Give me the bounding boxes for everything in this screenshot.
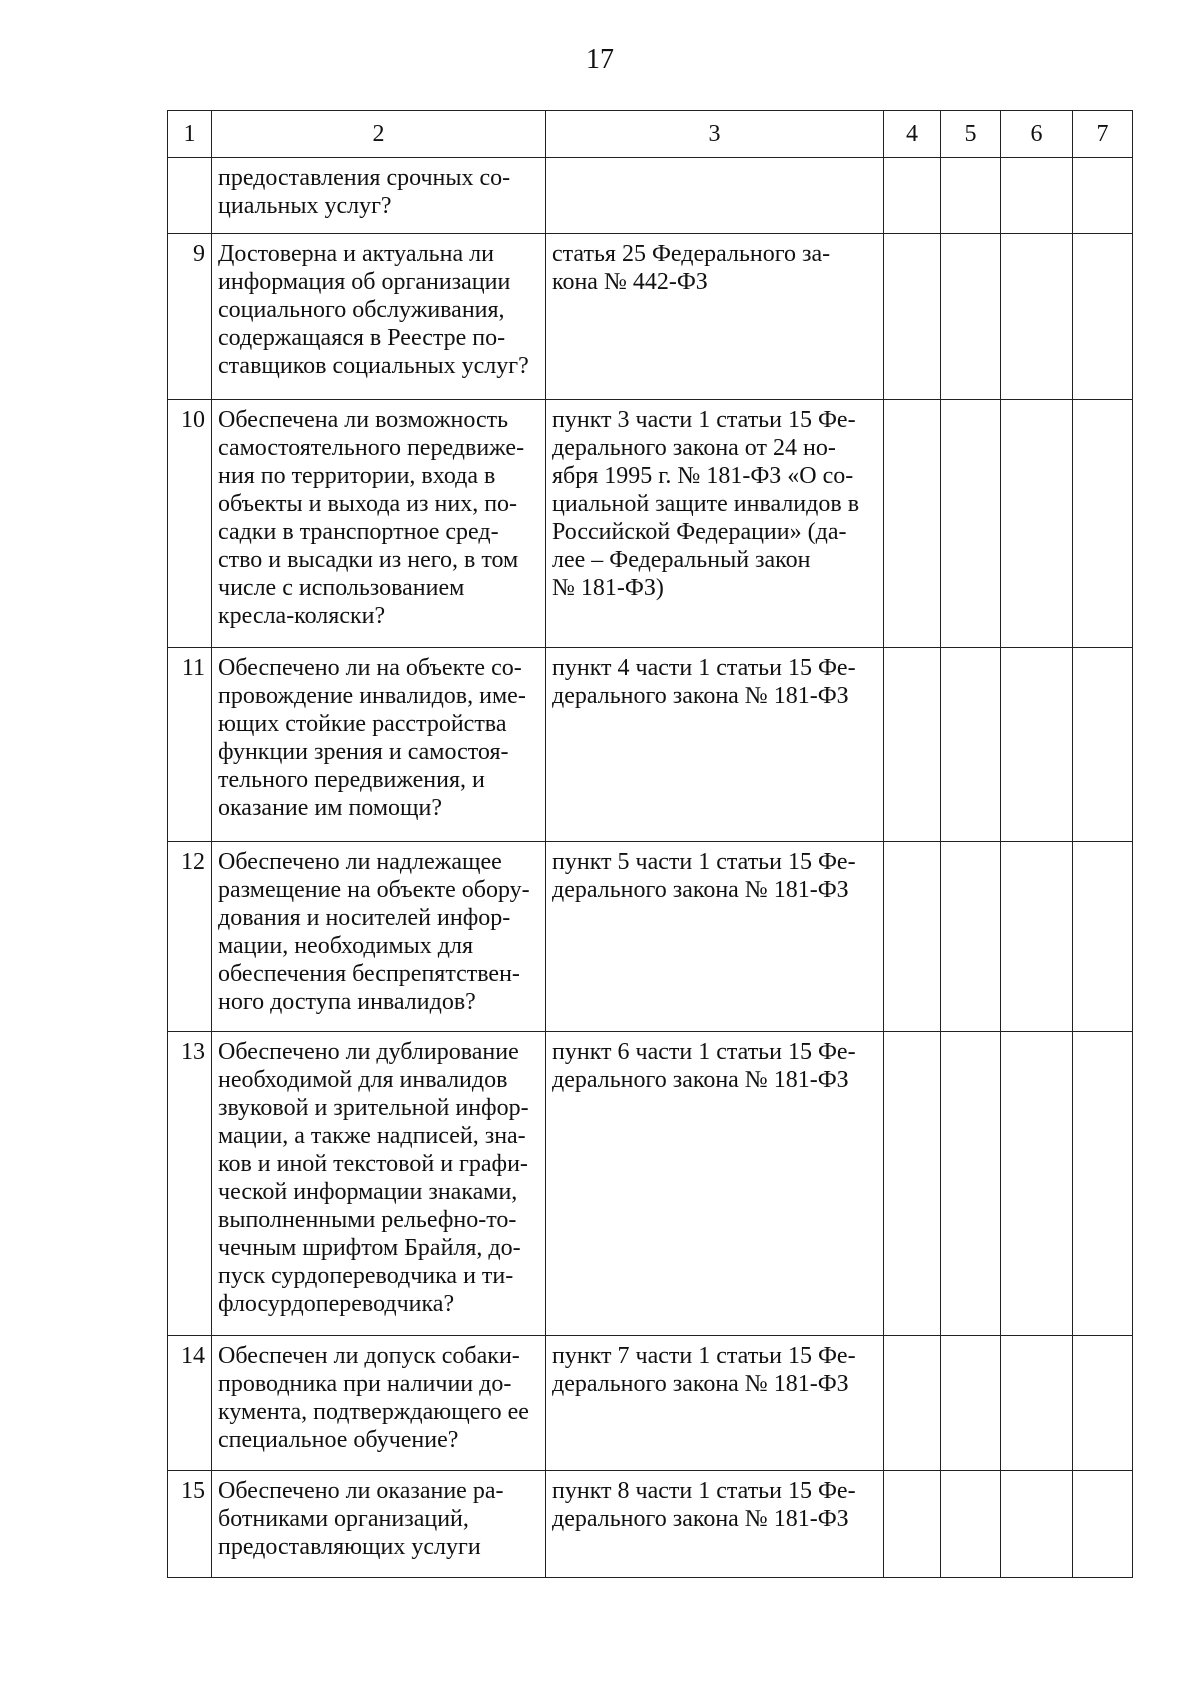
answer-cell-5	[941, 400, 1001, 648]
reference-cell: пункт 6 части 1 статьи 15 Фе- дерального закона № 181-ФЗ	[546, 1032, 884, 1336]
answer-cell-7	[1073, 158, 1133, 234]
answer-cell-6	[1001, 400, 1073, 648]
header-row	[168, 111, 1133, 158]
reference-cell: пункт 3 части 1 статьи 15 Фе- дерального закона от 24 но- ября 1995 г. № 181-ФЗ «О со- циальной защите инвалидов в Российской Федерации» (да- лее – Федеральный закон № 181-ФЗ)	[546, 400, 884, 648]
question-cell: Обеспечено ли надлежащее размещение на объекте обору- дования и носителей инфор- мации, необходимых для обеспечения беспрепятствен- ного доступа инвалидов?	[212, 842, 546, 1032]
answer-cell-5	[941, 1336, 1001, 1471]
answer-cell-5	[941, 1032, 1001, 1336]
table-row	[168, 648, 1133, 842]
answer-cell-5	[941, 648, 1001, 842]
question-cell: Обеспечено ли на объекте со- провождение инвалидов, име- ющих стойкие расстройства функции зрения и самостоя- тельного передвижения, и оказание им помощи?	[212, 648, 546, 842]
table-row	[168, 234, 1133, 400]
answer-cell-6	[1001, 648, 1073, 842]
answer-cell-7	[1073, 648, 1133, 842]
page-number: 17	[586, 44, 614, 75]
answer-cell-4	[884, 1032, 941, 1336]
table-row	[168, 1032, 1133, 1336]
row-number	[168, 158, 212, 234]
question-cell: Обеспечен ли допуск собаки- проводника при наличии до- кумента, подтверждающего ее специальное обучение?	[212, 1336, 546, 1471]
answer-cell-4	[884, 842, 941, 1032]
reference-cell: пункт 4 части 1 статьи 15 Фе- дерального закона № 181-ФЗ	[546, 648, 884, 842]
column-header-7: 7	[1073, 111, 1133, 158]
column-header-1: 1	[168, 111, 212, 158]
table-row	[168, 842, 1133, 1032]
column-header-4: 4	[884, 111, 941, 158]
answer-cell-4	[884, 158, 941, 234]
answer-cell-6	[1001, 1471, 1073, 1578]
table-row	[168, 1471, 1133, 1578]
answer-cell-7	[1073, 842, 1133, 1032]
checklist-table	[167, 110, 1133, 1578]
column-header-2: 2	[212, 111, 546, 158]
table-row	[168, 158, 1133, 234]
answer-cell-6	[1001, 234, 1073, 400]
row-number: 10	[168, 400, 212, 648]
answer-cell-5	[941, 842, 1001, 1032]
question-cell: Обеспечено ли дублирование необходимой для инвалидов звуковой и зрительной инфор- мации, а также надписей, зна- ков и иной текстовой и графи- ческой информации знаками, выполненными рельефно-то- чечным шрифтом Брайля, до- пуск сурдопереводчика и ти- флосурдопереводчика?	[212, 1032, 546, 1336]
answer-cell-5	[941, 234, 1001, 400]
answer-cell-7	[1073, 1336, 1133, 1471]
answer-cell-6	[1001, 842, 1073, 1032]
reference-cell: пункт 8 части 1 статьи 15 Фе- дерального закона № 181-ФЗ	[546, 1471, 884, 1578]
answer-cell-7	[1073, 1471, 1133, 1578]
reference-cell: пункт 7 части 1 статьи 15 Фе- дерального закона № 181-ФЗ	[546, 1336, 884, 1471]
column-header-3: 3	[546, 111, 884, 158]
column-header-5: 5	[941, 111, 1001, 158]
answer-cell-7	[1073, 1032, 1133, 1336]
question-cell: Обеспечено ли оказание ра- ботниками организаций, предоставляющих услуги	[212, 1471, 546, 1578]
reference-cell	[546, 158, 884, 234]
reference-cell: статья 25 Федерального за- кона № 442-ФЗ	[546, 234, 884, 400]
question-cell: Достоверна и актуальна ли информация об организации социального обслуживания, содержащаяся в Реестре по- ставщиков социальных услуг?	[212, 234, 546, 400]
answer-cell-7	[1073, 234, 1133, 400]
answer-cell-6	[1001, 1032, 1073, 1336]
column-header-6: 6	[1001, 111, 1073, 158]
row-number: 13	[168, 1032, 212, 1336]
row-number: 12	[168, 842, 212, 1032]
question-cell: предоставления срочных со- циальных услуг?	[212, 158, 546, 234]
row-number: 14	[168, 1336, 212, 1471]
answer-cell-4	[884, 648, 941, 842]
answer-cell-5	[941, 158, 1001, 234]
answer-cell-5	[941, 1471, 1001, 1578]
row-number: 11	[168, 648, 212, 842]
reference-cell: пункт 5 части 1 статьи 15 Фе- дерального закона № 181-ФЗ	[546, 842, 884, 1032]
answer-cell-4	[884, 1336, 941, 1471]
answer-cell-4	[884, 234, 941, 400]
row-number: 9	[168, 234, 212, 400]
question-cell: Обеспечена ли возможность самостоятельного передвиже- ния по территории, входа в объекты и выхода из них, по- садки в транспортное сред- ство и высадки из него, в том числе с использованием кресла-коляски?	[212, 400, 546, 648]
table-row	[168, 400, 1133, 648]
answer-cell-4	[884, 400, 941, 648]
answer-cell-6	[1001, 158, 1073, 234]
table-row	[168, 1336, 1133, 1471]
answer-cell-6	[1001, 1336, 1073, 1471]
answer-cell-4	[884, 1471, 941, 1578]
row-number: 15	[168, 1471, 212, 1578]
answer-cell-7	[1073, 400, 1133, 648]
